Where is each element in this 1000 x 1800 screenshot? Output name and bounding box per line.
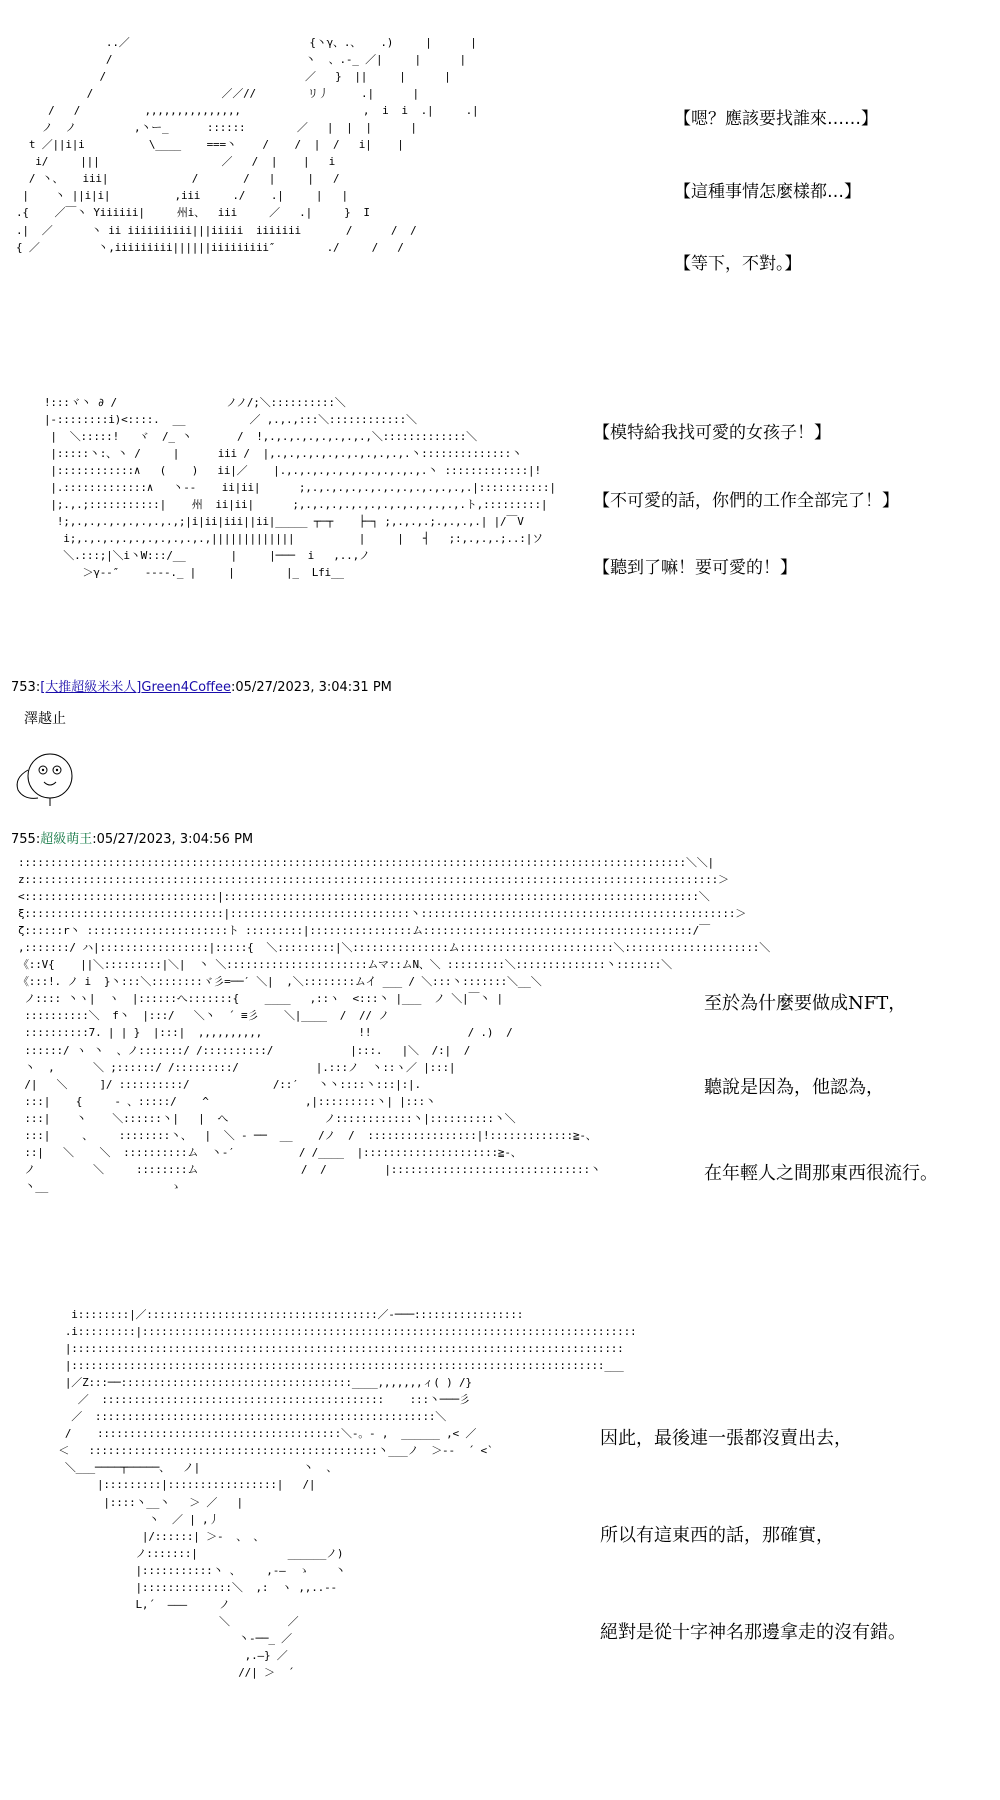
post-number: 755	[11, 832, 36, 847]
dialogue-line: 【這種事情怎麼樣都…】	[674, 182, 861, 202]
narration-line: 在年輕人之間那東西很流行。	[704, 1163, 938, 1184]
dialogue-line: 【嗯？應該要找誰來……】	[674, 109, 878, 129]
ascii-art-scene2: !:::ヾ丶 ∂ / ノノ/;＼::::::::::＼ |-::::::::i)<::::. __ ／ ,.,.,:::＼::::::::::::＼ | ＼:::::! ヾ /_ 丶 / !,.,.,.,.,.,.,.,.,＼:::::::::::::＼ |:::::丶:、丶 / | iii / |,.,.,.,.,.,.,.,.,.,.,.丶::::::::::::::丶 |::::::::::::∧ ( ) ii|／ |.,.,.,.,.,.,.,.,.,.,.,.丶 :::::::::::::|! |.:::::::::::::∧ 丶-‐ ii|ii| ;,.,.,.,.,.,.,.,.,.,.,.,.,.|:::::::::::| |;.,.;:::::::::::| 州 ii|ii| ;,.,.,.,.,.,.,.,.,.,.,.,.,.ト,:::::::::| !;,.,.,.,.,.,.,.,.,;|i|ii|iii||ii|_____ ┬─┬ ├─┐ ;,.,.,.;.,.,.,.| |/￣V i;,.,.,.,.,.,.,.,.,.,.,||||||||||||| | | ┤ ;:,.,.,.;..:|ソ ＼.:::;|＼i丶W:::/__ | |─── i ,..,ノ ＞γ‐‐″ ‐‐--._ | | |_ Lfi__	[44, 396, 556, 580]
narration-line: 因此，最後連一張都沒賣出去，	[600, 1428, 852, 1449]
narration-line: 聽說是因為，他認為，	[704, 1077, 884, 1098]
poster-name: 超級萌王	[40, 832, 93, 847]
post-datetime: 05/27/2023, 3:04:56 PM	[96, 832, 254, 847]
dialogue-line: 【等下，不對。】	[674, 254, 802, 274]
poster-name-link[interactable]: [大推超級米米人]	[40, 680, 142, 695]
post-datetime: 05/27/2023, 3:04:31 PM	[235, 680, 392, 695]
narration-line: 所以有這東西的話，那確實，	[600, 1525, 834, 1546]
narration-line: 絕對是從十字神名那邊拿走的沒有錯。	[600, 1622, 906, 1643]
ascii-art-scene1: ..／ {丶γ、.、 .) | | / 丶 、.-_ ／| | | / ／ } || | | / ／／// リ丿 .| | / / ,,,,,,,,,,,,,,, , i i .| .| ノ ノ ,丶ー_ :::::: ／ | | | | t ／||i|i \____ ===丶 / / | / i| | i/ ||| ／ / | | i / 丶、 iii| / / | | / | 丶 ||i|i| ,iii ./ .| | | .{ ／￣丶 Yiiiiii| 州i、 iii ／ .| } I .| ／ 丶 ii iiiiiiiiii|||iiiii iiiiiii / / / { ／ 丶,iiiiiiiii||||||iiiiiiiii″ ./ / /	[16, 36, 479, 254]
poster-tripcode-link[interactable]: Green4Coffee	[141, 680, 231, 695]
narration-line: 至於為什麼要做成NFT，	[704, 993, 907, 1014]
dialogue-line: 【不可愛的話，你們的工作全部完了！】	[593, 491, 899, 511]
ascii-art-scene4: i::::::::|／::::::::::::::::::::::::::::::::::::／‐───::::::::::::::::: .i:::::::::|::::::::::::::::::::::::::::::::::::::::::::::::::::::::::::::::::::::::::::: |:::::::::::::::::::::::::::::::::::::::::::::::::::::::::::::::::::::::::::::::::::::: |:::::::::::::::::::::::::::::::::::::::::::::::::::::::::::::::::::::::::::::::::::___ |／Z:::──::::::::::::::::::::::::::::::::::::____,,,,,,,ィ( ) /} ／ :::::::::::::::::::::::::::::::::::::::::::: :::丶───彡 ／ :::::::::::::::::::::::::::::::::::::::::::::::::::::＼ / ::::::::::::::::::::::::::::::::::::::＼-。- , ______ ,< ／ ＜ :::::::::::::::::::::::::::::::::::::::::::::丶___ノ ＞-- ´ <` ＼___────┬─────、 ノ| 丶 、 |:::::::::|:::::::::::::::::| /| |::::丶__丶 ＞ ／ | 丶 ／ | ,丿 |/::::::| ＞- 、 、 ノ:::::::| ______ノ) |:::::::::::丶 、 ,‐— ゝ 丶 |::::::::::::::＼ ,: ヽ ,,..-- L,´ ——— ノ ＼ ／ 丶-──_ ／ ,.―} ／ //| ＞ ´	[58, 1308, 637, 1679]
ascii-art-scene3: ::::::::::::::::::::::::::::::::::::::::::::::::::::::::::::::::::::::::::::::::::::::::::::::::::::::::＼＼| z::::::::::::::::::::::::::::::::::::::::::::::::::::::::::::::::::::::::::::::::::::::::::::::::::::::::::::＞ <::::::::::::::::::::::::::::::|::::::::::::::::::::::::::::::::::::::::::::::::::::::::::::::::::::::::::＼ ξ:::::::::::::::::::::::::::::::|::::::::::::::::::::::::::::丶:::::::::::::::::::::::::::::::::::::::::::::::::＞ ζ::::::r丶 ::::::::::::::::::::::ト :::::::::|::::::::::::::::ム::::::::::::::::::::::::::::::::::::::::::/￣ ,:::::::/ ハ|:::::::::::::::::|:::::{ ＼:::::::::|＼:::::::::::::::ム::::::::::::::::::::::::＼:::::::::::::::::::::＼ 《::V{ ||＼:::::::::|＼| 丶 ＼::::::::::::::::::::::ムマ::ムN、＼ :::::::::＼::::::::::::::丶:::::::＼ 《:::!. ノ i }丶:::＼::::::::ヾ彡=──′ ＼| ,＼::::::::ムイ ___ / ＼:::丶:::::::＼__＼ ノ:::: 丶ヽ| ヽ |::::::へ:::::::{ ____ ,::ヽ <:::丶 |___ ノ ＼|￣丶 | ::::::::::＼ f丶 |:::/ ＼丶 ´ ≡彡 ＼|____ / // ノ ::::::::::7. | | } |:::| ,,,,,,,,,, !! / .) / ::::::/ ヽ 丶 、ノ:::::::/ /::::::::::/ |:::. |＼ /:| / 丶 , ＼ ;::::::/ /:::::::::/ |.:::ノ 丶::ヽ／ |:::| /| ＼ ]/ ::::::::::/ /::′ 丶丶::::丶:::|:|. :::| { ‐ 、:::::/ ^ ,|:::::::::丶| |:::丶 :::| 丶 ＼::::::丶| | へ ノ::::::::::::丶|::::::::::丶＼ :::| 、 ::::::::丶、 | ＼ ‐ ── __ /ノ / :::::::::::::::::|!:::::::::::::≧-、 ::| ＼ ＼ ::::::::::ム 丶-′ / /____ |:::::::::::::::::::::≧-、 ノ ＼ ::::::::ム / / |:::::::::::::::::::::::::::::::丶 丶__ ゝ	[18, 856, 771, 1193]
post-header: 755:超級萌王:05/27/2023, 3:04:56 PM	[11, 832, 254, 847]
post-header: 753:[大推超級米米人]Green4Coffee:05/27/2023, 3:04:31 PM	[11, 680, 392, 695]
smiley-face-icon	[10, 748, 76, 808]
dialogue-line: 【模特給我找可愛的女孩子！】	[593, 423, 831, 443]
post-body: 澤越止	[24, 711, 66, 727]
dialogue-line: 【聽到了嘛！要可愛的！】	[593, 558, 797, 578]
post-number: 753	[11, 680, 36, 695]
